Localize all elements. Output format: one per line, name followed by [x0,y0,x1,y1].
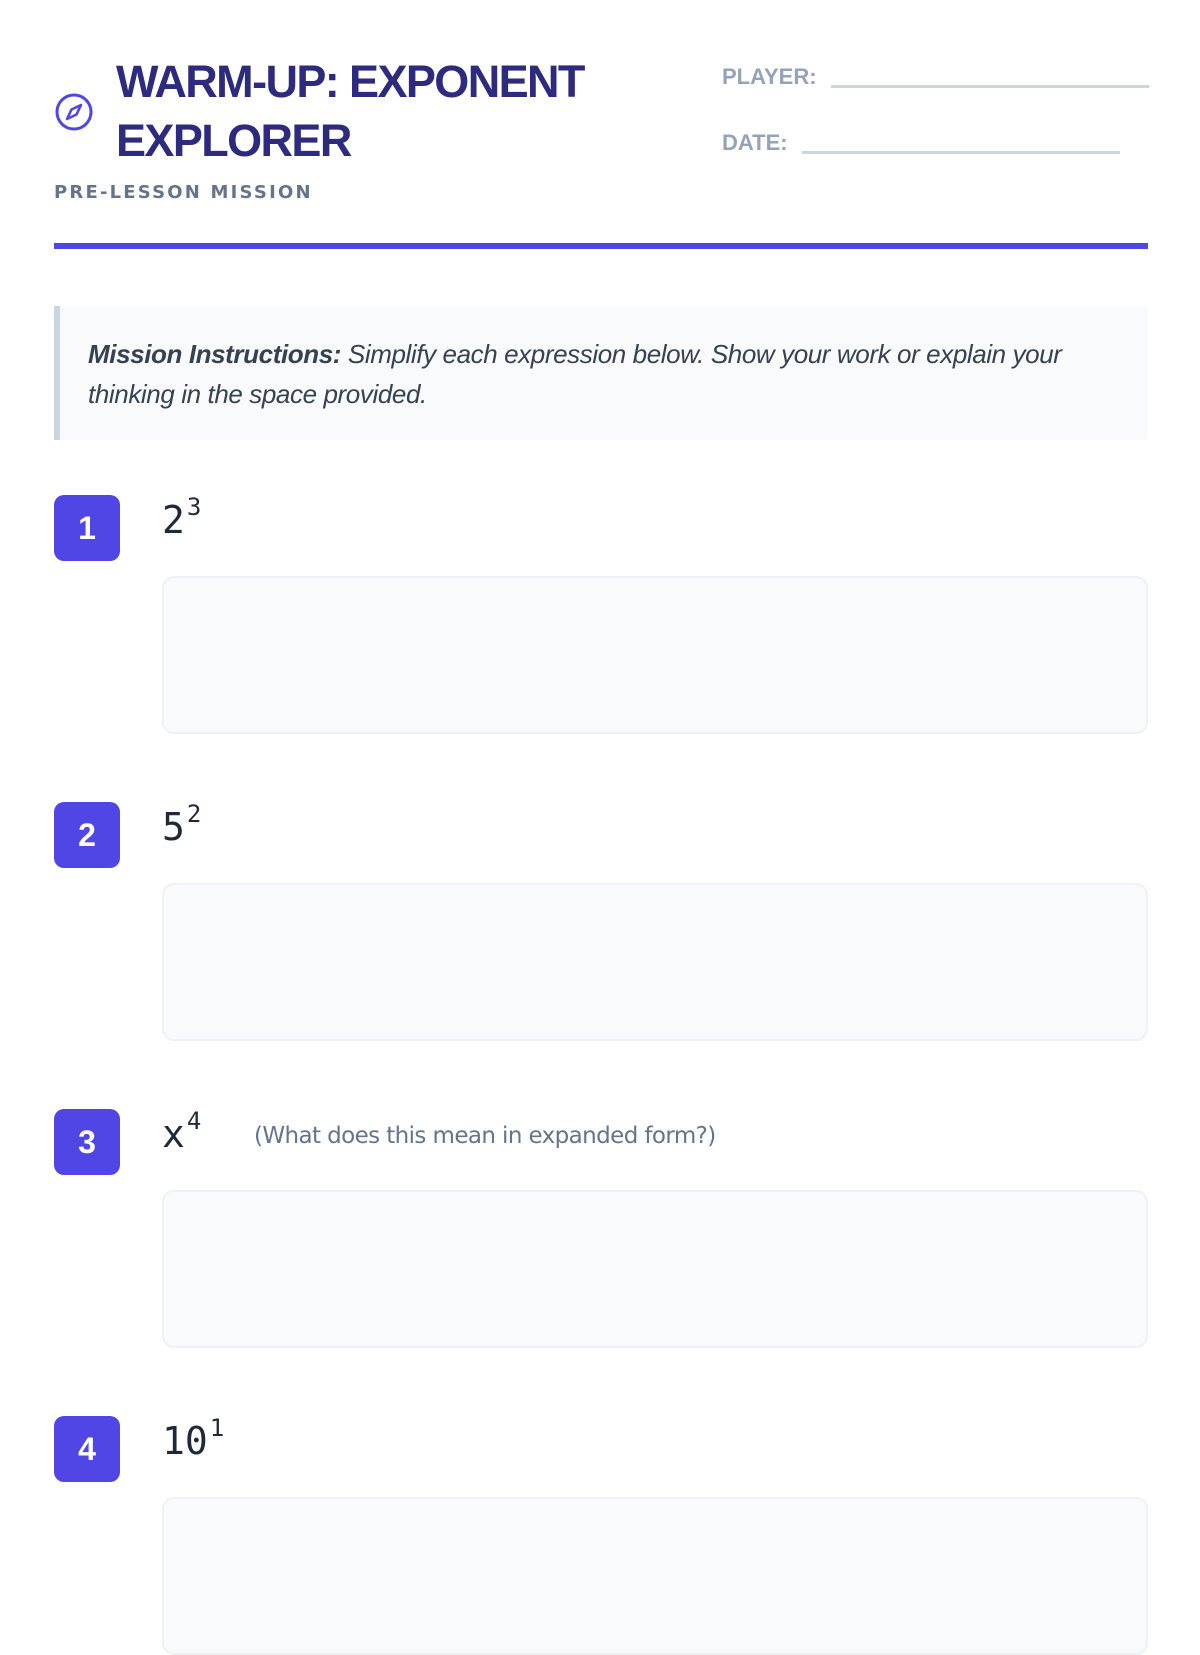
expression-exponent: 2 [186,800,202,828]
answer-box[interactable] [162,1497,1148,1655]
compass-icon [54,92,94,132]
expression-base: 5 [162,805,185,849]
expression-base: x [162,1112,185,1156]
mission-instructions [54,306,1148,440]
question-expression [162,802,201,857]
page-subtitle: PRE-LESSON MISSION [54,182,313,203]
question-number-badge: 1 [54,495,120,561]
expression-base: 10 [162,1419,208,1463]
question-hint: (What does this mean in expanded form?) [254,1123,716,1149]
header-divider [54,243,1148,249]
question-number-badge: 2 [54,802,120,868]
expression-exponent: 3 [186,493,202,521]
player-label: PLAYER: [722,64,817,89]
date-field[interactable] [722,130,1120,156]
expression-base: 2 [162,498,185,542]
question-expression [162,1109,201,1164]
worksheet-page [54,0,1148,1467]
question-expression [162,1416,224,1471]
expression-exponent: 1 [209,1414,225,1442]
question-expression [162,495,201,550]
instructions-lead: Mission Instructions: [88,339,342,369]
answer-box[interactable] [162,883,1148,1041]
answer-box[interactable] [162,1190,1148,1348]
worksheet-header [54,0,1148,254]
date-label: DATE: [722,130,788,155]
page-title: WARM-UP: EXPONENT EXPLORER [116,56,584,166]
date-input-line[interactable] [802,150,1120,154]
player-field[interactable] [722,64,1149,90]
expression-exponent: 4 [186,1107,202,1135]
instructions-text: Simplify each expression below. Show your work or explain your thinking in the space provided. [88,339,1062,409]
player-input-line[interactable] [831,84,1149,88]
answer-box[interactable] [162,576,1148,734]
question-number-badge: 4 [54,1416,120,1482]
question-number-badge: 3 [54,1109,120,1175]
